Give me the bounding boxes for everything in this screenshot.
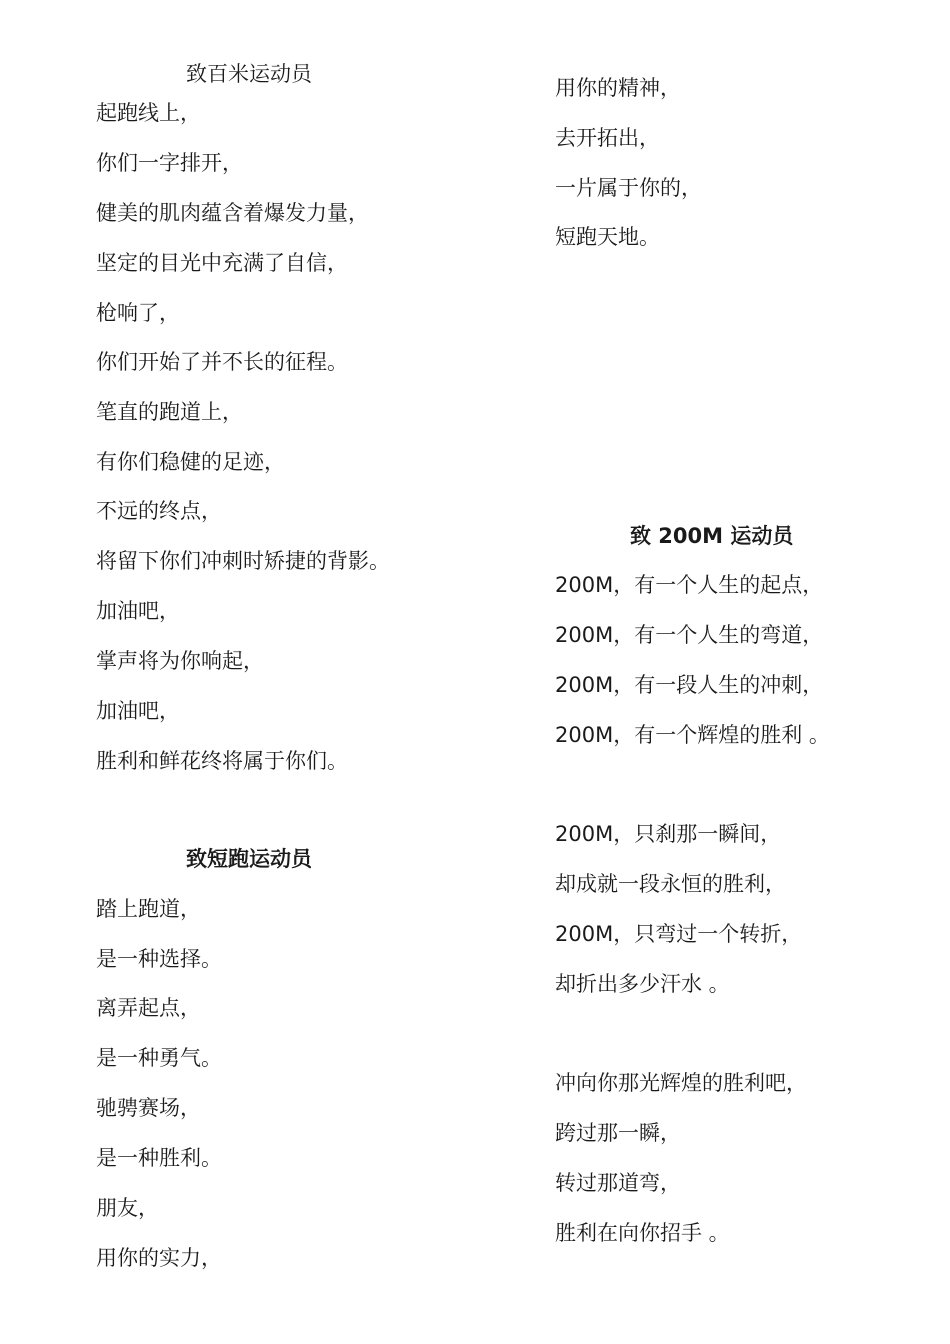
poem1-line: 你们一字排开， (96, 151, 243, 175)
poem1-line: 你们开始了并不长的征程。 (96, 350, 348, 374)
poem3-line: 冲向你那光辉煌的胜利吧， (555, 1071, 807, 1095)
poem2-line: 是一种胜利。 (96, 1146, 222, 1170)
poem1-line: 坚定的目光中充满了自信， (96, 251, 348, 275)
poem3-line: 却折出多少汗水 。 (555, 972, 730, 996)
poem2-line: 朋友， (96, 1196, 159, 1220)
poem2-title: 致短跑运动员 (186, 847, 312, 871)
poem3-line: 转过那道弯， (555, 1171, 681, 1195)
poem2-line: 是一种勇气。 (96, 1046, 222, 1070)
poem1-line: 加油吧， (96, 599, 180, 623)
poem3-line: 200M，只刹那一瞬间， (555, 822, 782, 846)
poem3-line: 跨过那一瞬， (555, 1121, 681, 1145)
poem3-line: 却成就一段永恒的胜利， (555, 872, 786, 896)
poem2-line: 用你的实力， (96, 1246, 222, 1270)
poem3-line: 200M，有一个辉煌的胜利 。 (555, 723, 830, 747)
poem3-line: 200M，有一个人生的起点， (555, 573, 824, 597)
poem1-line: 不远的终点， (96, 499, 222, 523)
poem3-line: 200M，只弯过一个转折， (555, 922, 803, 946)
poem1-title: 致百米运动员 (186, 62, 312, 86)
poem2-line: 踏上跑道， (96, 897, 201, 921)
poem2-line: 去开拓出， (555, 126, 660, 150)
poem2-line: 短跑天地。 (555, 225, 660, 249)
poem1-line: 有你们稳健的足迹， (96, 450, 285, 474)
poem1-line: 起跑线上， (96, 101, 201, 125)
poem1-line: 笔直的跑道上， (96, 400, 243, 424)
poem3-line: 胜利在向你招手 。 (555, 1221, 730, 1245)
poem3-line: 200M，有一个人生的弯道， (555, 623, 824, 647)
poem2-line: 离弄起点， (96, 996, 201, 1020)
poem1-line: 胜利和鲜花终将属于你们。 (96, 749, 348, 773)
poem2-line: 用你的精神， (555, 76, 681, 100)
poem2-line: 一片属于你的， (555, 176, 702, 200)
poem1-line: 将留下你们冲刺时矫捷的背影。 (96, 549, 390, 573)
poem1-line: 加油吧， (96, 699, 180, 723)
poem1-line: 健美的肌肉蕴含着爆发力量， (96, 201, 369, 225)
poem2-line: 驰骋赛场， (96, 1096, 201, 1120)
poem1-line: 枪响了， (96, 301, 180, 325)
poem3-title: 致 200M 运动员 (630, 524, 794, 548)
poem2-line: 是一种选择。 (96, 947, 222, 971)
poem3-line: 200M，有一段人生的冲刺， (555, 673, 824, 697)
poem1-line: 掌声将为你响起， (96, 649, 264, 673)
